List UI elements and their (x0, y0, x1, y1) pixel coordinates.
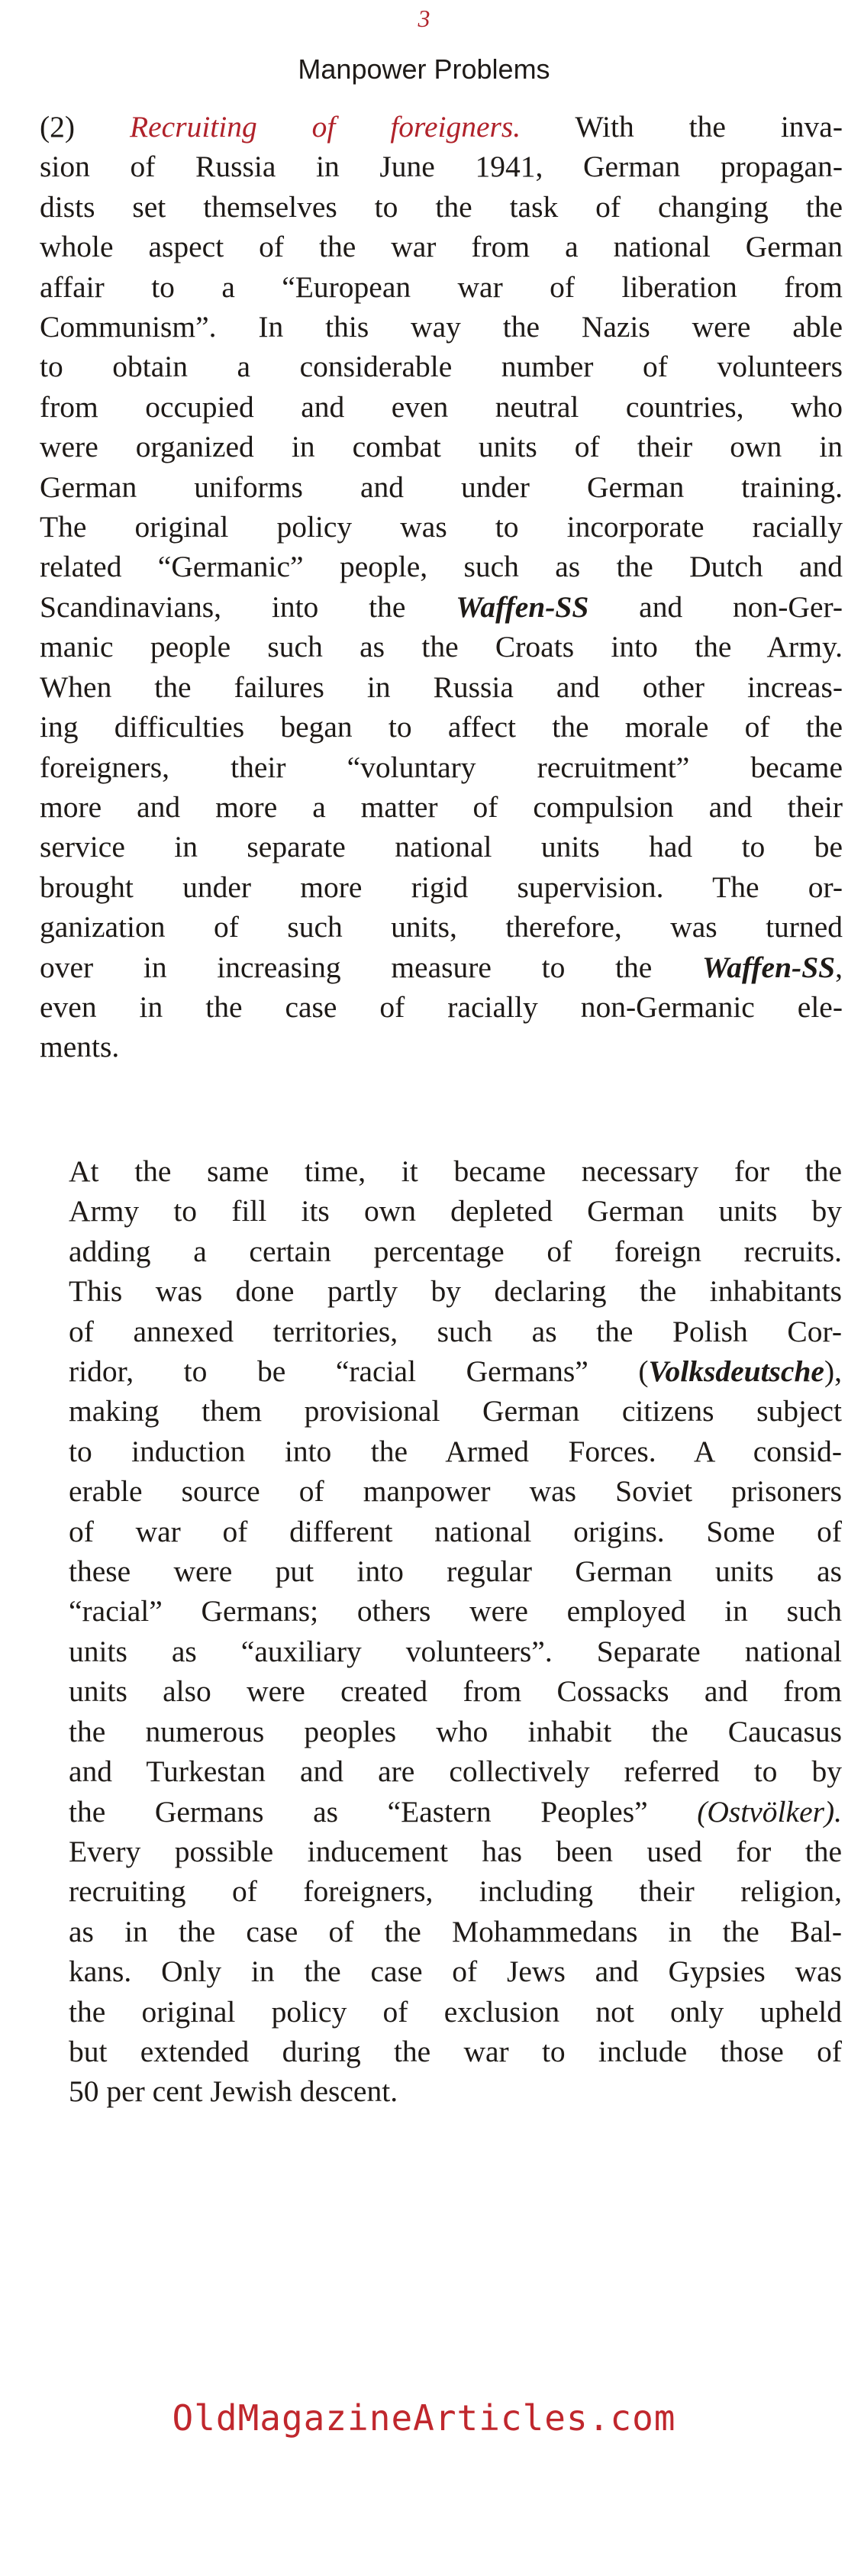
text-line: brought under more rigid supervision. The or- (40, 870, 843, 904)
text-fragment: the Germans as “Eastern Peoples” (69, 1794, 698, 1829)
text-line: The original policy was to incorporate racially (40, 510, 843, 544)
text-line: but extended during the war to include those of (69, 2034, 842, 2068)
text-line: units as “auxiliary volunteers”. Separate national (69, 1634, 842, 1668)
text-fragment: ridor, to be “racial Germans” ( (69, 1354, 649, 1389)
text-line (40, 947, 843, 987)
text-line: related “Germanic” people, such as the Dutch and (40, 550, 843, 584)
running-head: Manpower Problems (298, 53, 550, 85)
emphasis-term: Waffen-SS (456, 589, 589, 624)
text-line: these were put into regular German units as (69, 1554, 842, 1589)
text-line: German uniforms and under German training. (40, 470, 843, 504)
text-line: ganization of such units, therefore, was turned (40, 910, 843, 944)
text-line: sion of Russia in June 1941, German propagan- (40, 150, 843, 184)
text-line: whole aspect of the war from a national German (40, 230, 843, 264)
text-line: “racial” Germans; others were employed in such (69, 1594, 842, 1629)
text-fragment: Scandinavians, into the (40, 589, 456, 624)
text-line: service in separate national units had to be (40, 830, 843, 864)
text-line: even in the case of racially non-Germanic ele- (40, 989, 843, 1024)
emphasis-term: (Ostvölker). (697, 1794, 842, 1829)
text-line: to induction into the Armed Forces. A consid- (69, 1434, 842, 1468)
text-line: of war of different national origins. Some of (69, 1514, 842, 1548)
text-line: as in the case of the Mohammedans in the Bal- (69, 1914, 842, 1948)
text-fragment: , (835, 950, 843, 984)
text-line: Every possible inducement has been used for the (69, 1834, 842, 1868)
text-line: This was done partly by declaring the inhabitants (69, 1274, 842, 1309)
site-footer: OldMagazineArticles.com (172, 2397, 676, 2439)
text-line: When the failures in Russia and other increas- (40, 670, 843, 704)
text-line: from occupied and even neutral countries, who (40, 389, 843, 424)
paragraph-army-foreign-recruits (69, 1151, 842, 2112)
text-line (69, 1351, 842, 1391)
text-fragment: With the inva- (575, 110, 843, 144)
text-line: kans. Only in the case of Jews and Gypsies was (69, 1955, 842, 1989)
text-line: Army to fill its own depleted German units by (69, 1194, 842, 1228)
text-line: foreigners, their “voluntary recruitment” became (40, 750, 843, 784)
paragraph-recruiting-of-foreigners (40, 107, 843, 1067)
text-line: units also were created from Cossacks and from (69, 1674, 842, 1709)
text-line: Communism”. In this way the Nazis were able (40, 310, 843, 344)
section-heading: Recruiting of foreigners. (130, 110, 521, 144)
text-line (40, 587, 843, 627)
text-line: affair to a “European war of liberation from (40, 270, 843, 304)
text-line: ments. (40, 1030, 120, 1064)
text-line: dists set themselves to the task of changing the (40, 189, 843, 224)
text-line: adding a certain percentage of foreign recruits. (69, 1234, 842, 1268)
text-line: of annexed territories, such as the Polish Cor- (69, 1314, 842, 1348)
page-number: 3 (418, 5, 430, 32)
text-line: At the same time, it became necessary for the (69, 1154, 842, 1188)
text-line: erable source of manpower was Soviet prisoners (69, 1474, 842, 1509)
text-line: recruiting of foreigners, including their religion, (69, 1874, 842, 1909)
text-line: and Turkestan and are collectively referred to by (69, 1754, 842, 1789)
text-fragment: ), (824, 1354, 842, 1389)
text-line: the numerous peoples who inhabit the Caucasus (69, 1714, 842, 1748)
text-fragment: and non-Ger- (588, 589, 843, 624)
section-number: (2) (40, 110, 76, 144)
text-line: ing difficulties began to affect the morale of the (40, 710, 843, 744)
text-line: to obtain a considerable number of volunteers (40, 350, 843, 384)
emphasis-term: Waffen-SS (702, 950, 836, 984)
text-line: were organized in combat units of their own in (40, 430, 843, 464)
text-line: the original policy of exclusion not only upheld (69, 1994, 842, 2029)
text-line (69, 1792, 842, 1832)
text-line (40, 107, 843, 147)
text-line: more and more a matter of compulsion and their (40, 789, 843, 824)
text-line: making them provisional German citizens subject (69, 1394, 842, 1428)
emphasis-term: Volksdeutsche (648, 1354, 824, 1389)
text-line: 50 per cent Jewish descent. (69, 2074, 398, 2109)
text-line: manic people such as the Croats into the Army. (40, 630, 843, 664)
text-fragment: over in increasing measure to the (40, 950, 702, 984)
